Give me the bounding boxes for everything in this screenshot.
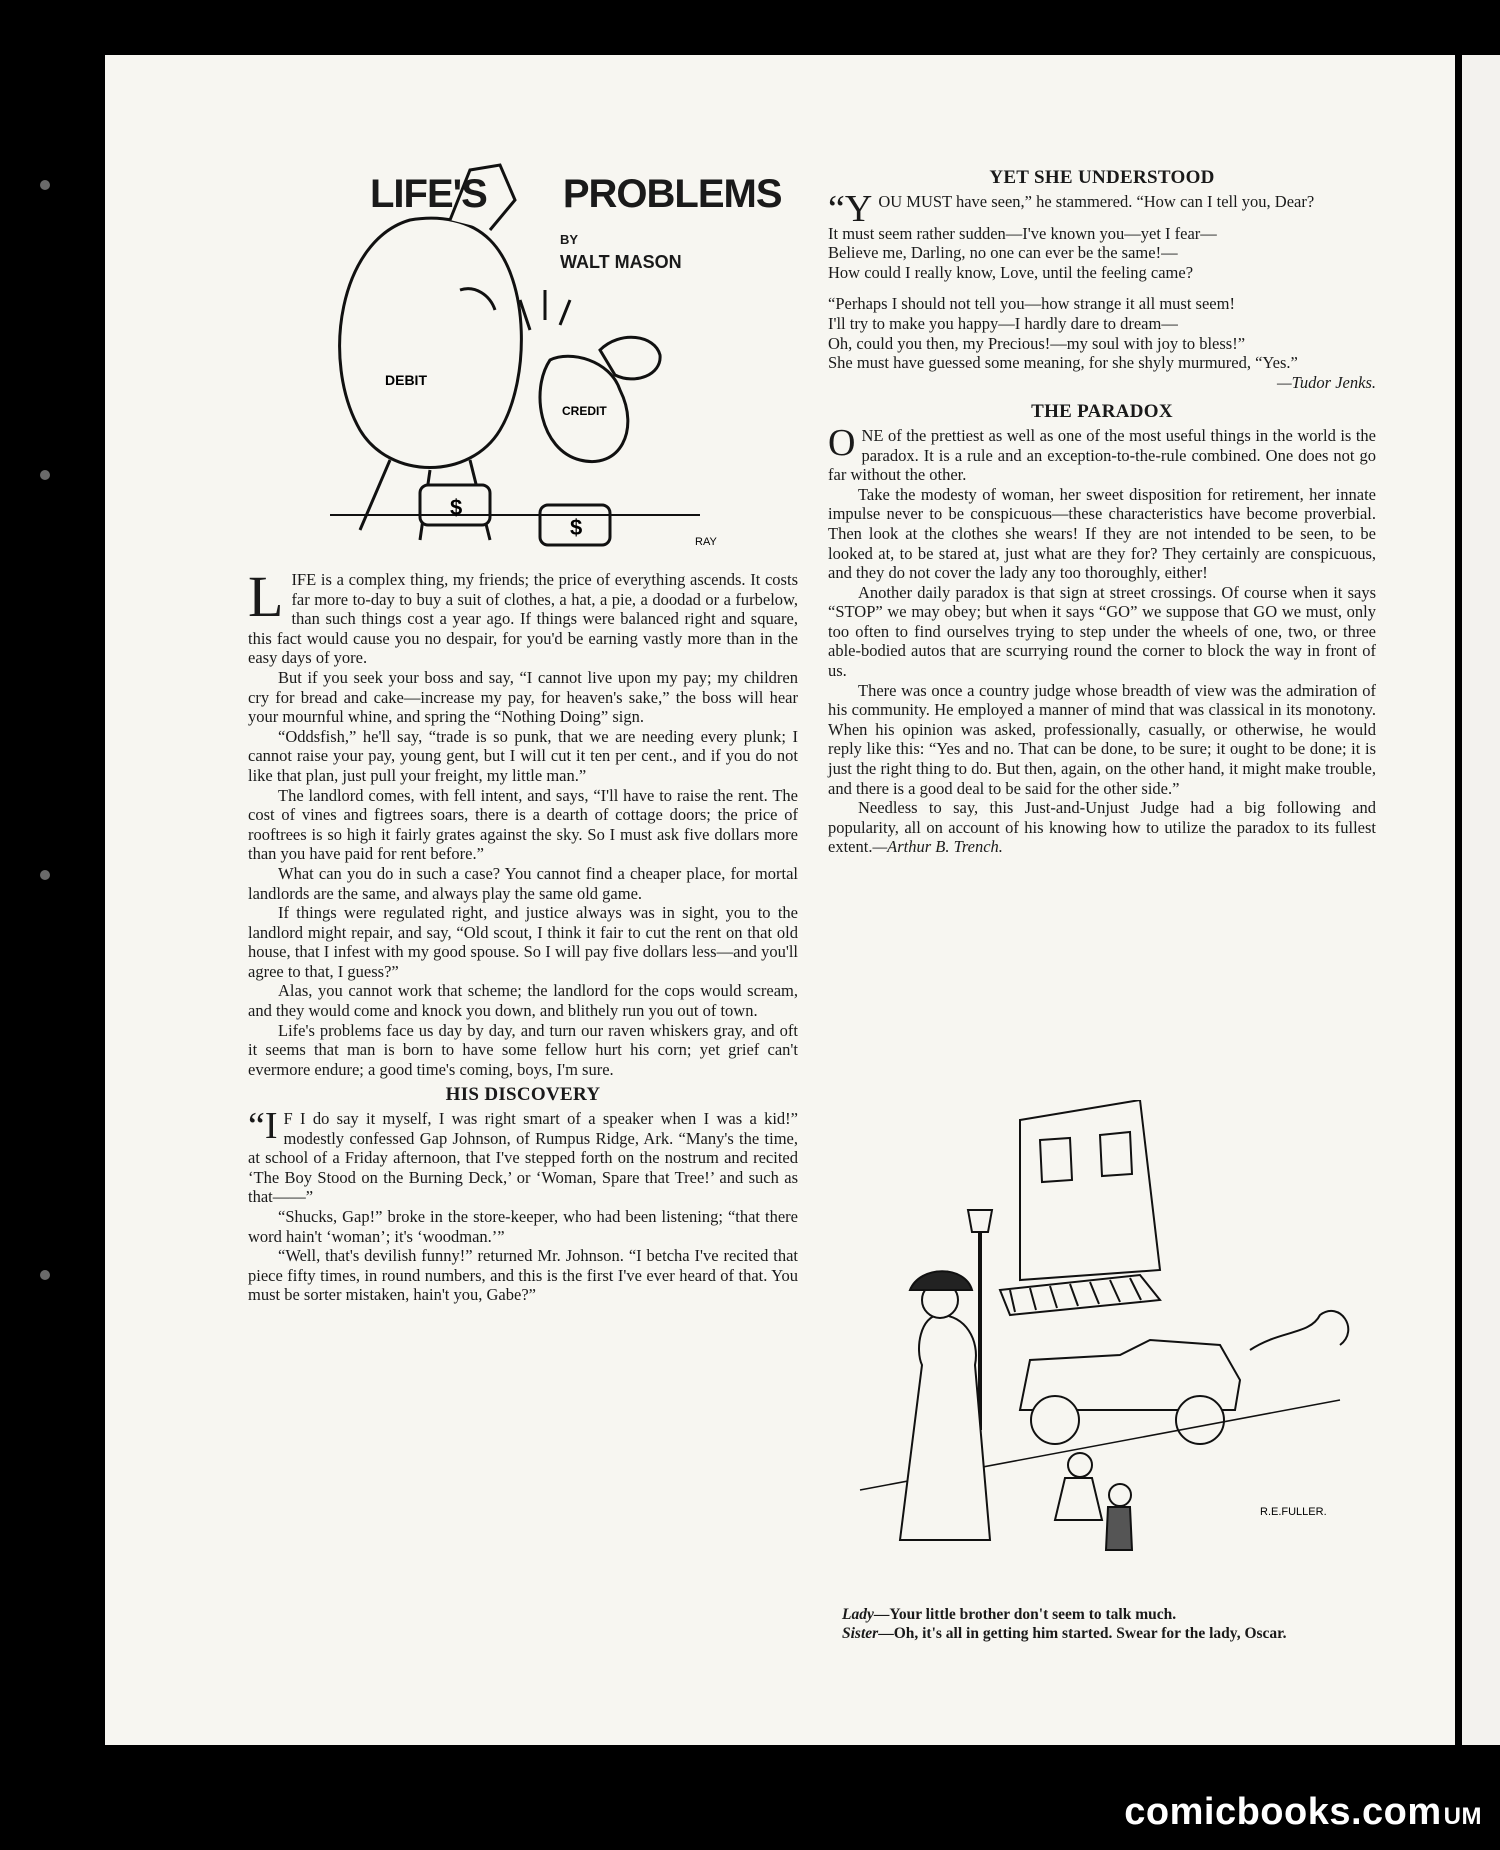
poem-signature: —Tudor Jenks. — [1277, 372, 1376, 392]
lifes-problems-title: LIFE'S PROBLEMS — [370, 172, 782, 216]
lifes-problems-p1: LIFE is a complex thing, my friends; the price of everything ascends. It costs far more to-day to buy a suit of clothes, a hat, a pie, a doodad or a furbelow, than such things cost a year ago. If things were balanced right and square, this fact would cause you no despair, for you'd be earning vastly more than in the easy days of yore. — [248, 564, 798, 668]
yet-she-understood-heading: YET SHE UNDERSTOOD — [989, 167, 1215, 188]
lifes-problems-p2: But if you seek your boss and say, “I cannot live upon my pay; my children cry for bread and cake—increase my pay, for heaven's sake,” the boss will hear your mournful whine, and spring the “Nothing Doing” sign. — [248, 667, 798, 727]
poem-line-6: I'll try to make you happy—I hardly dare to dream— — [828, 313, 1178, 333]
lifes-problems-p5: What can you do in such a case? You cannot find a cheaper place, for mortal landlords are the same, and always play the same old game. — [248, 863, 798, 903]
lifes-problems-p6: If things were regulated right, and justice always was in sight, you to the landlord might repair, and say, “Old scout, I think it fair to cut the rent on that old house, that I infest with my good spouse. So I will pay five dollars less—and you'll agree to that, I guess?” — [248, 903, 798, 981]
poem-line-7: Oh, could you then, my Precious!—my soul with joy to bless!” — [828, 333, 1246, 353]
caption-line-lady: Lady—Your little brother don't seem to talk much. — [842, 1606, 1177, 1623]
left-column — [248, 564, 798, 1305]
artist-signature: RAY — [695, 536, 717, 548]
svg-text:$: $ — [450, 495, 463, 520]
caption-line-sister: Sister—Oh, it's all in getting him started. Swear for the lady, Oscar. — [842, 1625, 1287, 1642]
paradox-p3: Another daily paradox is that sign at street crossings. Of course when it says “STOP” we may obey; but when it says “GO” we suppose that GO we must, only too often to find ourselves trying to step under the wheels of one, two, or three able-bodied autos that are scurrying round the corner to block the way in front of us. — [828, 582, 1376, 681]
debit-label: DEBIT — [385, 372, 427, 388]
poem-line-2: It must seem rather sudden—I've known you—yet I fear— — [828, 223, 1217, 243]
right-column — [828, 162, 1376, 857]
his-discovery-p3: “Well, that's devilish funny!” returned Mr. Johnson. “I betcha I've recited that piece fifty times, in round numbers, and this is the first I've ever heard of that. You must be sorter mistaken, hain't you, Gabe?” — [248, 1246, 798, 1305]
byline-by: BY — [560, 232, 579, 247]
cartoon-artist-signature: R.E.FULLER. — [1260, 1506, 1327, 1518]
paradox-heading: THE PARADOX — [1031, 401, 1173, 423]
byline-author: WALT MASON — [560, 252, 682, 272]
paradox-p1: ONE of the prettiest as well as one of the most useful things in the world is the paradox. It is a rule and an exception-to-the-rule combined. One does not go far without the other. — [828, 421, 1376, 485]
poem-line-4: How could I really know, Love, until the feeling came? — [828, 262, 1194, 282]
paradox-p5: Needless to say, this Just-and-Unjust Judge had a big following and popularity, all on account of his knowing how to utilize the paradox to its fullest extent.—Arthur B. Trench. — [828, 798, 1376, 857]
credit-label: CREDIT — [562, 404, 607, 418]
lifes-problems-illustration — [300, 160, 730, 560]
site-watermark: comicbooks.comUM — [1124, 1791, 1482, 1833]
poem-line-1: “YOU MUST have seen,” he stammered. “How can I tell you, Dear? — [828, 187, 1315, 230]
his-discovery-p1: “I F I do say it myself, I was right smart of a speaker when I was a kid!” modestly confessed Gap Johnson, of Rumpus Ridge, Ark. “Many's the time, at school of a Friday afternoon, that I've stepped forth on the nostrum and recited ‘The Boy Stood on the Burning Deck,’ or ‘Woman, Spare that Tree!’ and such as that——” — [248, 1105, 798, 1207]
lifes-problems-p3: “Oddsfish,” he'll say, “trade is so punk, that we are needing every plunk; I cannot raise your pay, young gent, but I will cut it ten per cent., and if you do not like that plan, just pull your freight, my little man.” — [248, 726, 798, 785]
lifes-problems-p4: The landlord comes, with fell intent, and says, “I'll have to raise the rent. The cost of vines and figtrees soars, there is a dearth of cottage doors; the price of rooftrees is so high it fairly grates against the sky. So I must ask five dollars more than you have paid for rent before.” — [248, 785, 798, 864]
lifes-problems-p7: Alas, you cannot work that scheme; the landlord for the cops would scream, and they would come and knock you down, and blithely run you out of town. — [248, 981, 798, 1021]
street-cartoon-illustration — [840, 1100, 1360, 1600]
binding-holes — [40, 170, 60, 1570]
adjacent-page-edge — [1462, 55, 1500, 1745]
his-discovery-heading: HIS DISCOVERY — [445, 1084, 601, 1106]
poem-line-5: “Perhaps I should not tell you—how strange it all must seem! — [828, 294, 1235, 314]
paradox-p4: There was once a country judge whose breadth of view was the admiration of his community. He employed a manner of mind that was classical in its monotony. When his opinion was asked, professionally, casually, or otherwise, he would reply like this: “Yes and no. That can be done, to be sure; it ought to be done; it is just the right thing to do. But then, again, on the other hand, it might make trouble, and there is a good deal to be said for the other side.” — [828, 680, 1376, 798]
his-discovery-p2: “Shucks, Gap!” broke in the store-keeper, who had been listening; “that there word hain't ‘woman’; it's ‘woodman.’” — [248, 1207, 798, 1246]
paradox-p2: Take the modesty of woman, her sweet disposition for retirement, her innate impulse never to be conspicuous—these characteristics have become proverbial. Then look at the clothes she wears! If they are not intended to be seen, to be looked at, to be stared at, just what are they for? They certainly are conspicuous, and they do not cover the lady any too thoroughly, either! — [828, 484, 1376, 583]
cartoon-caption — [842, 1605, 1362, 1643]
poem-line-3: Believe me, Darling, no one can ever be the same!— — [828, 243, 1178, 263]
lifes-problems-p8: Life's problems face us day by day, and turn our raven whiskers gray, and oft it seems that man is born to have some fellow hurt his corn; yet grief can't evermore endure; a good time's coming, boys, I'm sure. — [248, 1020, 798, 1079]
paradox-signature: —Arthur B. Trench. — [872, 837, 1003, 857]
svg-text:$: $ — [570, 515, 583, 540]
poem-line-8: She must have guessed some meaning, for she shyly murmured, “Yes.” — [828, 353, 1298, 373]
